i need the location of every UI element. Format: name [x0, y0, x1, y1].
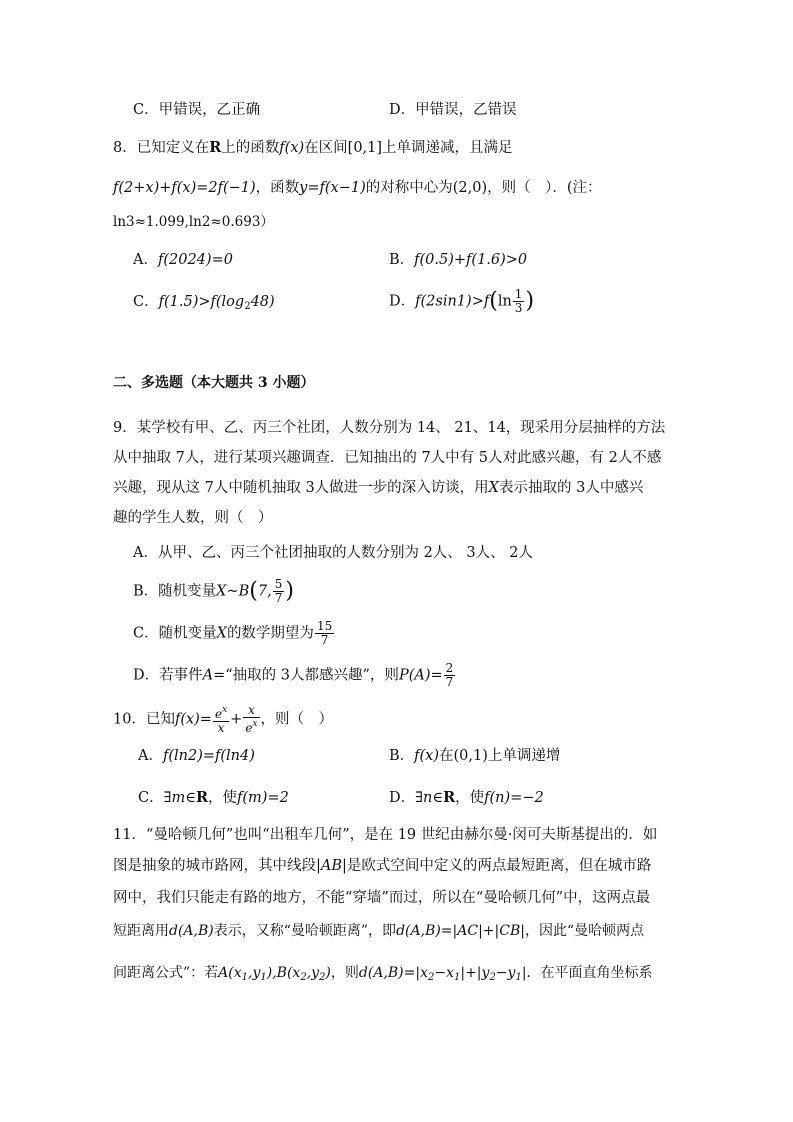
- q11-stem-line3: 网中，我们只能走有路的地方，不能“穿墙”而过，所以在“曼哈顿几何”中，这两点最: [113, 890, 651, 906]
- q9-option-a: A．从甲、乙、丙三个社团抽取的人数分别为 2人、 3人、 2人: [133, 545, 533, 561]
- section-header-multiple-choice: 二、多选题（本大题共 3 小题）: [113, 375, 315, 391]
- q10-option-c: C．∃m∈R，使f(m)=2: [138, 789, 289, 806]
- q8-option-c: C．$f(1.5)>f(\log_248)$: [133, 294, 275, 312]
- q8-stem-line1: 8．已知定义在R上的函数f(x)在区间[0,1]上单调递减，且满足: [113, 139, 513, 156]
- q9-option-d: D．若事件A=“抽取的 3人都感兴趣”，则P(A)= $\frac{2}{7}$: [133, 661, 454, 689]
- q11-stem-line1: 11．“曼哈顿几何”也叫“出租车几何”，是在 19 世纪由赫尔曼·闵可夫斯基提出的．如: [113, 827, 658, 843]
- fraction: $\frac{x}{e^x}$: [245, 703, 258, 735]
- fraction: $\frac{5}{7}$: [274, 577, 283, 605]
- q10-stem: 10．已知f(x)= $\frac{e^x}{x}$ + $\frac{x}{e^x}$ ，则（ ）: [113, 703, 333, 735]
- q9-stem-line4: 趣的学生人数，则（ ）: [113, 510, 273, 526]
- q11-stem-line2: 图是抽象的城市路网，其中线段|AB|是欧式空间中定义的两点最短距离，但在城市路: [113, 858, 652, 874]
- q9-stem-line1: 9．某学校有甲、乙、丙三个社团，人数分别为 14、 21、14，现采用分层抽样的方法: [113, 420, 666, 436]
- q8-option-a: A．f(2024)=0: [133, 252, 233, 268]
- q10-option-b: B．f(x)在(0,1)上单调递增: [389, 748, 561, 764]
- q7-option-d: D．甲错误，乙错误: [389, 102, 517, 118]
- fraction: $\frac{15}{7}$: [316, 619, 333, 647]
- fraction: $\frac{e^x}{x}$: [214, 705, 228, 735]
- q8-note: ln3≈1.099,ln2≈0.693）: [113, 214, 274, 230]
- q8-option-b: B．f(0.5)+f(1.6)>0: [389, 252, 528, 268]
- q9-option-c: C．随机变量X的数学期望为 $\frac{15}{7}$: [133, 619, 333, 647]
- q7-option-c: C．甲错误，乙正确: [133, 102, 261, 118]
- q9-stem-line3: 兴趣，现从这 7人中随机抽取 3人做进一步的深入访谈，用X表示抽取的 3人中感兴: [113, 480, 644, 496]
- q9-stem-line2: 从中抽取 7人，进行某项兴趣调查．已知抽出的 7人中有 5人对此感兴趣，有 2人不感: [113, 450, 662, 466]
- q8-option-d: D．f(2sin1)>f(ln $\frac{1}{3}$ ): [389, 287, 535, 315]
- q11-stem-line4: 短距离用d(A,B)表示，又称“曼哈顿距离”，即d(A,B)=|AC|+|CB|，因此“曼哈顿两点: [113, 923, 645, 939]
- q9-option-b: B．随机变量X~B(7, $\frac{5}{7}$ ): [133, 577, 294, 605]
- q8-stem-line2: f(2+x)+f(x)=2f(−1)，函数y=f(x−1)的对称中心为(2,0)，则（ ）．(注：: [113, 180, 602, 196]
- q11-stem-line5: 间距离公式”：若$A(x_1,y_1),B(x_2,y_2)$，则$d(A,B)=|x_2-x_1|+|y_2-y_1|$．在平面直角坐标系: [113, 965, 653, 983]
- q10-option-d: D．∃n∈R，使f(n)=−2: [389, 789, 544, 806]
- fraction: $\frac{2}{7}$: [445, 661, 454, 689]
- fraction: $\frac{1}{3}$: [514, 287, 523, 315]
- q10-option-a: A．f(ln2)=f(ln4): [138, 748, 255, 764]
